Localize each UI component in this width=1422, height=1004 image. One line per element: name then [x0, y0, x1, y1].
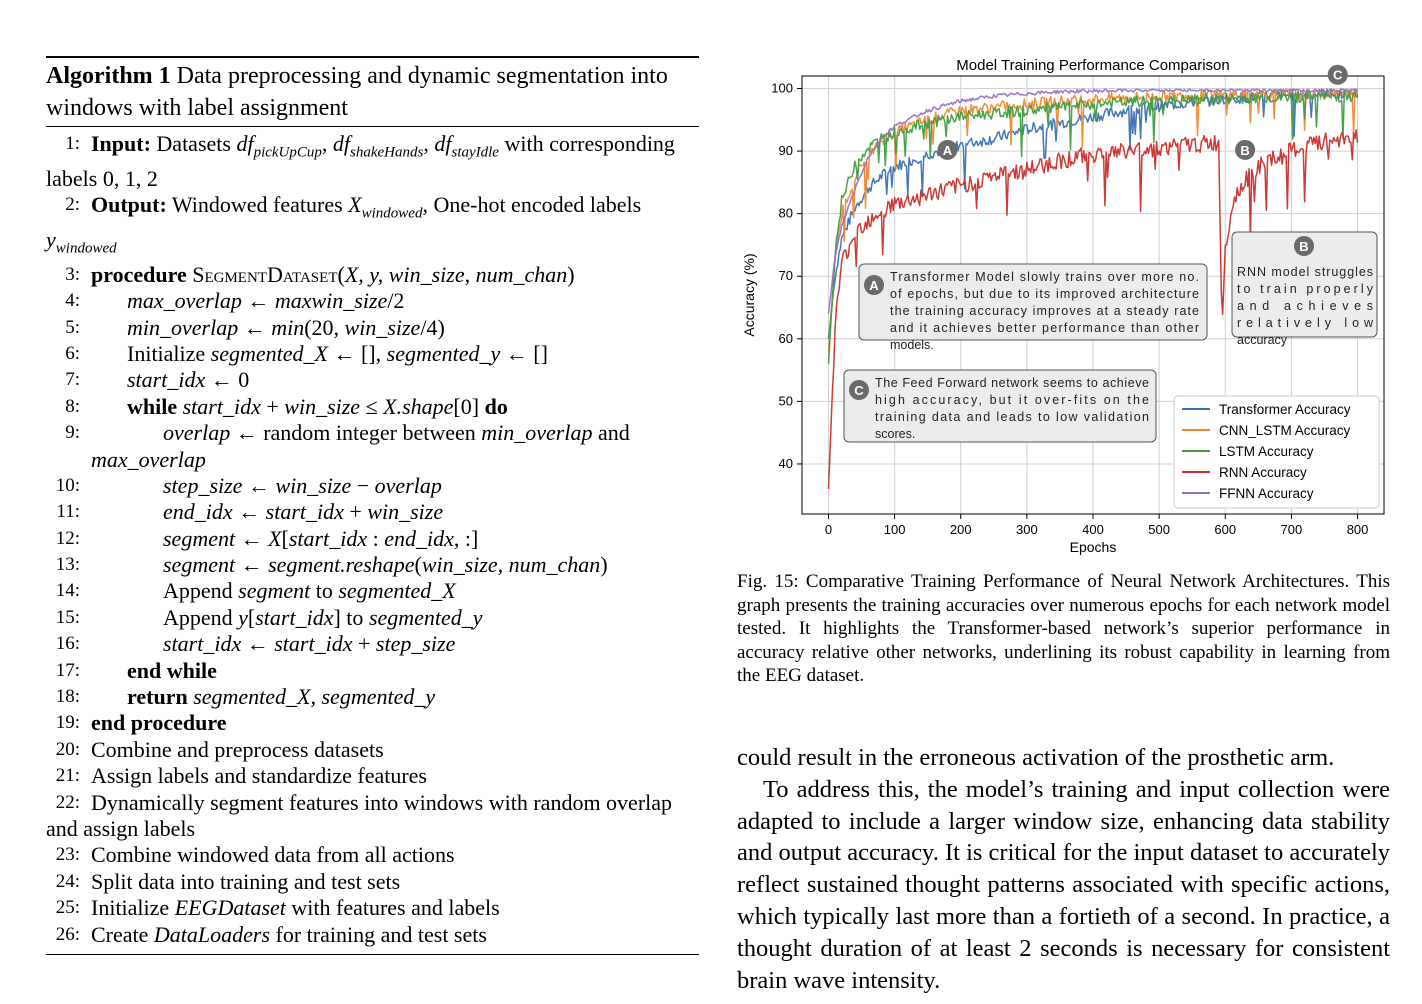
- annotation-a-text: of epochs, but due to its improved architecture: [890, 287, 1199, 301]
- line-text: Append y[start_idx] to segmented_y: [163, 604, 483, 630]
- algorithm-line: [46, 763, 699, 789]
- algorithm-line: [46, 394, 699, 420]
- x-tick-label: 300: [1016, 522, 1038, 537]
- line-text: Assign labels and standardize features: [91, 763, 427, 789]
- line-number: 11:: [56, 501, 80, 523]
- annotation-a-marker-label: A: [869, 278, 879, 293]
- line-text: Create DataLoaders for training and test sets: [91, 921, 487, 947]
- annotation-c-marker-label: C: [854, 383, 864, 398]
- line-number: 4:: [65, 290, 80, 312]
- algorithm-line: [46, 605, 699, 631]
- annotation-b-text: to train properly: [1237, 282, 1373, 296]
- annotation-b-marker-label: B: [1299, 239, 1309, 254]
- algorithm-line: [46, 578, 699, 604]
- algorithm-title-text: Data preprocessing and dynamic segmentation into windows with label assignment: [46, 63, 668, 121]
- y-tick-label: 60: [778, 330, 793, 346]
- algorithm-line: [46, 341, 699, 367]
- body-text: [737, 742, 1390, 996]
- algorithm-line: [46, 552, 699, 578]
- line-text: Output: Windowed features $X_{windowed}$, One-hot encoded labels $y_{windowed}$: [46, 192, 642, 257]
- line-text: Append segment to segmented_X: [163, 578, 456, 604]
- algorithm-line: [46, 658, 699, 684]
- paragraph-1: could result in the erroneous activation of the prosthetic arm.: [737, 744, 1335, 771]
- algorithm-title: [46, 58, 699, 126]
- algorithm-label: Algorithm 1: [46, 63, 171, 89]
- annotation-c-text: training data and leads to low validation: [875, 410, 1149, 424]
- line-number: 15:: [55, 606, 80, 628]
- annotation-a-text: models.: [890, 338, 934, 352]
- x-tick-label: 700: [1280, 522, 1303, 537]
- line-number: 5:: [65, 316, 80, 338]
- line-text: overlap ← random integer between min_overlap and: [163, 420, 630, 446]
- line-text: start_idx ← 0: [127, 367, 250, 393]
- plot-marker-c-label: C: [1333, 67, 1343, 83]
- x-tick-label: 600: [1214, 522, 1237, 537]
- line-text: max_overlap ← maxwin_size/2: [127, 288, 405, 314]
- line-text: Combine windowed data from all actions: [91, 842, 455, 868]
- line-number: 18:: [55, 686, 80, 708]
- x-tick-label: 200: [949, 522, 972, 537]
- y-tick-label: 50: [778, 393, 793, 409]
- line-number: 22:: [55, 791, 80, 813]
- line-text: return segmented_X, segmented_y: [127, 684, 436, 710]
- training-accuracy-chart: [738, 54, 1390, 560]
- line-text: Initialize EEGDataset with features and labels: [91, 895, 500, 921]
- line-number: 7:: [65, 369, 80, 391]
- plot-marker-a-label: A: [942, 142, 953, 158]
- x-tick-label: 500: [1148, 522, 1170, 537]
- algorithm-line: [46, 420, 699, 446]
- line-number: 6:: [65, 342, 80, 364]
- annotation-c-text: high accuracy, but it over-fits on the: [875, 393, 1149, 407]
- legend-entry: Transformer Accuracy: [1219, 402, 1351, 417]
- line-number: 24:: [55, 870, 80, 892]
- line-text: max_overlap: [91, 446, 206, 472]
- algorithm-line: [46, 526, 699, 552]
- line-number: 9:: [65, 422, 80, 444]
- algorithm-line: [46, 367, 699, 393]
- annotation-c-text: The Feed Forward network seems to achieve: [875, 376, 1149, 390]
- line-number: 26:: [55, 923, 80, 945]
- line-number: 17:: [55, 659, 80, 681]
- algorithm-bottom-rule: [46, 954, 699, 955]
- algorithm-line: [46, 710, 699, 736]
- figure-15: [738, 54, 1390, 560]
- line-number: 25:: [55, 897, 80, 919]
- algorithm-line: [46, 869, 699, 895]
- line-number: 14:: [55, 580, 80, 602]
- algorithm-line: [46, 499, 699, 525]
- annotation-b-text: relatively low: [1237, 316, 1373, 330]
- y-tick-label: 70: [778, 268, 793, 284]
- algorithm-line: [46, 790, 699, 843]
- algorithm-line: [46, 631, 699, 657]
- algorithm-line: [46, 842, 699, 868]
- x-tick-label: 400: [1082, 522, 1104, 537]
- annotation-b-text: and achieves: [1237, 299, 1373, 313]
- line-number: 12:: [55, 527, 80, 549]
- line-number: 13:: [55, 554, 80, 576]
- paragraph-2: To address this, the model’s training and input collection were adapted to include a larger window size, enhancing data stability and output accuracy. It is critical for the input dataset to accurately reflect sustained thought patterns associated with specific actions, which typically last more than a fortieth of a second. In practice, a thought duration of at least 2 seconds is necessary for consistent brain wave intensity.: [737, 775, 1390, 994]
- y-axis-label: Accuracy (%): [741, 253, 757, 337]
- line-text: segment ← X[start_idx : end_idx, :]: [163, 525, 479, 551]
- line-text: end procedure: [91, 710, 227, 736]
- algorithm-line: [46, 922, 699, 948]
- line-number: 20:: [55, 738, 80, 760]
- annotation-a-text: and it achieves better performance than other: [890, 321, 1199, 335]
- line-text: start_idx ← start_idx + step_size: [163, 631, 456, 657]
- chart-title: Model Training Performance Comparison: [956, 57, 1230, 74]
- line-number: 16:: [55, 633, 80, 655]
- algorithm-lines: [46, 131, 699, 948]
- line-text: segment ← segment.reshape(win_size, num_chan): [163, 552, 608, 578]
- line-number: 19:: [55, 712, 80, 734]
- legend-entry: CNN_LSTM Accuracy: [1219, 423, 1351, 438]
- y-tick-label: 90: [778, 143, 793, 159]
- line-text: Input: Datasets $df_{pickUpCup}$, $df_{shakeHands}$, $df_{stayIdle}$ with corresponding labels 0, 1, 2: [46, 131, 675, 191]
- algorithm-line: [46, 315, 699, 341]
- line-number: 3:: [65, 263, 80, 285]
- line-number: 1:: [65, 133, 80, 154]
- x-axis-label: Epochs: [1069, 539, 1117, 555]
- x-tick-label: 800: [1346, 522, 1369, 537]
- algorithm-line: [46, 895, 699, 921]
- y-tick-label: 40: [778, 455, 793, 471]
- algorithm-line: [46, 737, 699, 763]
- line-number: 10:: [55, 474, 80, 496]
- algorithm-line: [46, 131, 699, 192]
- line-text: end_idx ← start_idx + win_size: [163, 499, 444, 525]
- algorithm-line: [46, 262, 699, 288]
- annotation-a-text: Transformer Model slowly trains over more no.: [890, 270, 1199, 284]
- line-text: Combine and preprocess datasets: [91, 736, 384, 762]
- legend-entry: LSTM Accuracy: [1219, 444, 1314, 459]
- line-number: 23:: [55, 844, 80, 866]
- algorithm-mid-rule: [46, 126, 699, 127]
- x-tick-label: 100: [883, 522, 906, 537]
- annotation-b-text: accuracy: [1237, 333, 1288, 347]
- algorithm-line: [46, 684, 699, 710]
- line-number: 8:: [65, 395, 80, 417]
- line-text: Dynamically segment features into windows with random overlap and assign labels: [46, 789, 673, 842]
- annotation-a-text: the training accuracy improves at a steady rate: [890, 304, 1199, 318]
- legend-entry: FFNN Accuracy: [1219, 486, 1314, 501]
- plot-marker-b-label: B: [1240, 142, 1250, 158]
- y-tick-label: 100: [771, 80, 793, 96]
- line-text: end while: [127, 657, 217, 683]
- legend-entry: RNN Accuracy: [1219, 465, 1307, 480]
- algorithm-block: [46, 56, 699, 955]
- algorithm-line: [46, 192, 699, 262]
- annotation-c-text: scores.: [875, 427, 916, 441]
- algorithm-line: [46, 447, 699, 473]
- line-number: 2:: [65, 194, 80, 216]
- algorithm-line: [46, 288, 699, 314]
- annotation-b-text: RNN model struggles: [1237, 265, 1373, 279]
- y-tick-label: 80: [778, 205, 793, 221]
- line-text: Initialize segmented_X ← [], segmented_y ← []: [127, 340, 548, 366]
- figure-caption: Fig. 15: Comparative Training Performance of Neural Network Architectures. This graph presents the training accuracies over numerous epochs for each network model tested. It highlights the Transformer-based network’s superior performance in accuracy relative other networks, underlining its robust capability in learning from the EEG dataset.: [737, 571, 1390, 687]
- line-text: procedure SegmentDataset(X, y, win_size, num_chan): [91, 261, 575, 287]
- x-tick-label: 0: [824, 522, 833, 537]
- line-text: step_size ← win_size − overlap: [163, 472, 442, 498]
- algorithm-line: [46, 473, 699, 499]
- line-text: min_overlap ← min(20, win_size/4): [127, 314, 445, 340]
- line-number: 21:: [55, 765, 80, 787]
- line-text: Split data into training and test sets: [91, 868, 401, 894]
- line-text: while start_idx + win_size ≤ X.shape[0] do: [127, 393, 508, 419]
